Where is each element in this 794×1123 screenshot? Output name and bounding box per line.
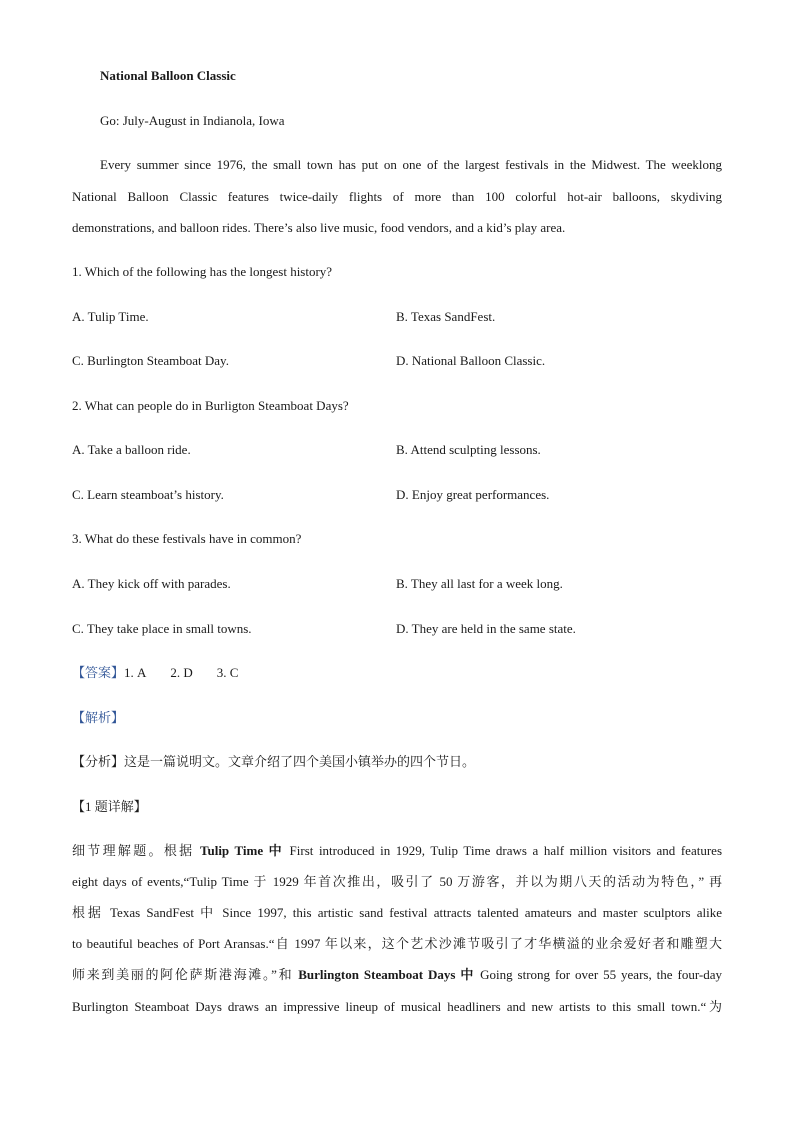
go-line: Go: July-August in Indianola, Iowa	[100, 113, 285, 128]
option: C. Burlington Steamboat Day.	[72, 353, 229, 368]
detail-text: 细节理解题。根据	[72, 843, 200, 858]
question-stem: 2. What can people do in Burligton Steamboat Days?	[72, 398, 349, 413]
detail-text-bold: Burlington Steamboat Days 中	[298, 967, 476, 982]
detail-line	[72, 967, 722, 983]
detail-line: to beautiful beaches of Port Aransas.“自 1997 年以来，这个艺术沙滩节吸引了才华横溢的业余爱好者和雕塑大	[72, 936, 722, 951]
detail-text: Going strong for over 55 years, the four-day	[475, 967, 722, 982]
option: A. They kick off with parades.	[72, 576, 231, 591]
detail-line	[72, 843, 722, 859]
option: A. Tulip Time.	[72, 309, 149, 324]
option: D. They are held in the same state.	[396, 621, 576, 636]
answer-label: 【答案】	[72, 665, 125, 680]
option: D. Enjoy great performances.	[396, 487, 550, 502]
analysis-tag: 【分析】	[72, 754, 125, 769]
answer-3: 3. C	[216, 665, 239, 680]
analysis-line	[72, 754, 475, 770]
question-stem: 1. Which of the following has the longest history?	[72, 264, 333, 279]
detail-line: Burlington Steamboat Days draws an impressive lineup of musical headliners and new artists to this small town.“为	[72, 999, 722, 1014]
question-stem: 3. What do these festivals have in common?	[72, 531, 302, 546]
detail-label: 【1 题详解】	[72, 799, 147, 814]
option: C. Learn steamboat’s history.	[72, 487, 224, 502]
analysis-label: 【解析】	[72, 710, 125, 725]
analysis-text: 这是一篇说明文。文章介绍了四个美国小镇举办的四个节日。	[124, 754, 476, 769]
detail-line: 根据 Texas SandFest 中 Since 1997, this artistic sand festival attracts talented amateurs and master sculptors alike	[72, 905, 722, 920]
option: C. They take place in small towns.	[72, 621, 252, 636]
detail-text-bold: Tulip Time 中	[200, 843, 284, 858]
option: D. National Balloon Classic.	[396, 353, 546, 368]
detail-text: First introduced in 1929, Tulip Time draws a half million visitors and features	[284, 843, 722, 858]
paragraph-line: demonstrations, and balloon rides. There’s also live music, food vendors, and a kid’s play area.	[72, 220, 566, 235]
detail-line: eight days of events,“Tulip Time 于 1929 年首次推出，吸引了 50 万游客，并以为期八天的活动为特色，” 再	[72, 874, 722, 889]
section-title: National Balloon Classic	[100, 68, 236, 83]
paragraph-line: National Balloon Classic features twice-daily flights of more than 100 colorful hot-air balloons, skydiving	[72, 189, 722, 204]
option: A. Take a balloon ride.	[72, 442, 191, 457]
option: B. Attend sculpting lessons.	[396, 442, 541, 457]
answer-line	[72, 665, 238, 681]
answer-2: 2. D	[170, 665, 193, 680]
paragraph-line: Every summer since 1976, the small town has put on one of the largest festivals in the Midwest. The weeklong	[100, 157, 722, 172]
detail-text: 师来到美丽的阿伦萨斯港海滩。”和	[72, 967, 299, 982]
answer-1: 1. A	[124, 665, 147, 680]
option: B. They all last for a week long.	[396, 576, 563, 591]
option: B. Texas SandFest.	[396, 309, 496, 324]
